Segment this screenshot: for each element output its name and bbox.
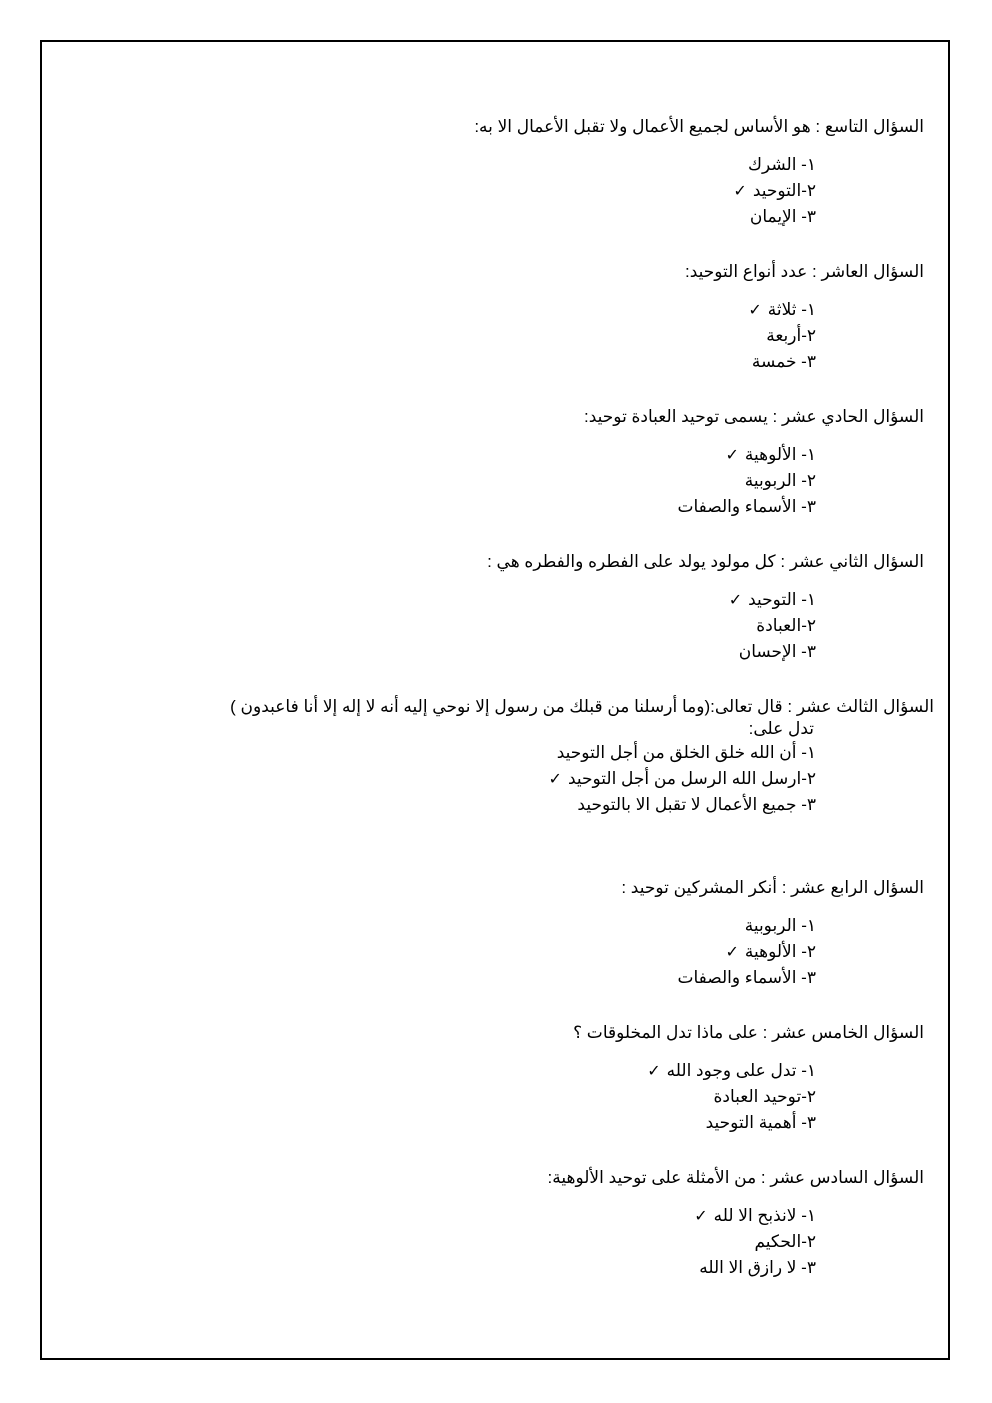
question-16: [548, 1167, 924, 1281]
option-1: ١- أن الله خلق الخلق من أجل التوحيد: [556, 743, 816, 762]
question-title: السؤال العاشر : عدد أنواع التوحيد:: [684, 262, 924, 281]
check-mark-icon: ✓: [725, 942, 739, 961]
check-mark-icon: ✓: [694, 1206, 708, 1225]
option-1-correct: ١- الألوهية✓: [584, 442, 816, 468]
option-2: ٢- الربوبية: [744, 471, 816, 490]
question-title: السؤال السادس عشر : من الأمثلة على توحيد الألوهية:: [547, 1168, 924, 1187]
question-title: السؤال الخامس عشر : على ماذا تدل المخلوقات ؟: [573, 1023, 924, 1042]
option-3: ٣- جميع الأعمال لا تقبل الا بالتوحيد: [577, 795, 816, 814]
question-title: السؤال الثاني عشر : كل مولود يولد على الفطره والفطره هي :: [487, 552, 924, 571]
check-mark-icon: ✓: [647, 1061, 661, 1080]
option-3: ٣- الإحسان: [738, 642, 816, 661]
check-mark-icon: ✓: [725, 445, 739, 464]
options-list: [573, 1058, 816, 1136]
option-1-correct: ١- لانذبح الا لله✓: [548, 1203, 816, 1229]
option-2: ٢-العبادة: [756, 616, 816, 635]
options-list: [230, 740, 816, 818]
options-list: [584, 442, 816, 520]
question-12: [487, 551, 924, 665]
question-title: السؤال الحادي عشر : يسمى توحيد العبادة توحيد:: [584, 407, 924, 426]
option-3: ٣- أهمية التوحيد: [705, 1113, 816, 1132]
options-list: [474, 152, 816, 230]
option-3: ٣- الإيمان: [749, 207, 816, 226]
question-title: السؤال الرابع عشر : أنكر المشركين توحيد :: [621, 878, 924, 897]
question-subtitle: تدل على:: [748, 719, 814, 738]
option-2-correct: ٢- الألوهية✓: [621, 939, 816, 965]
option-2: ٢-أربعة: [766, 326, 816, 345]
option-2-correct: ٢-التوحيد✓: [474, 178, 816, 204]
check-mark-icon: ✓: [748, 300, 762, 319]
check-mark-icon: ✓: [733, 181, 747, 200]
option-3: ٣- لا رازق الا الله: [699, 1258, 816, 1277]
option-1-correct: ١- تدل على وجود الله✓: [573, 1058, 816, 1084]
option-3: ٣- خمسة: [751, 352, 816, 371]
check-mark-icon: ✓: [728, 590, 743, 609]
question-15: [573, 1022, 924, 1136]
option-3: ٣- الأسماء والصفات: [677, 968, 816, 987]
option-1: ١- الشرك: [748, 155, 816, 174]
question-title: السؤال الثالث عشر : قال تعالى:(وما أرسلنا من قبلك من رسول إلا نوحي إليه أنه لا إله إلا أنا فاعبدون ): [230, 697, 934, 716]
option-2-correct: ٢-ارسل الله الرسل من أجل التوحيد✓: [230, 766, 816, 792]
check-mark-icon: ✓: [548, 769, 562, 788]
option-1-correct: ١- التوحيد✓: [487, 587, 816, 613]
options-list: [685, 297, 816, 375]
option-2: ٢-الحكيم: [754, 1232, 816, 1251]
options-list: [621, 913, 816, 991]
question-14: [621, 877, 924, 991]
options-list: [548, 1203, 816, 1281]
option-1-correct: ١- ثلاثة✓: [685, 297, 816, 323]
option-3: ٣- الأسماء والصفات: [677, 497, 816, 516]
options-list: [487, 587, 816, 665]
question-9: [474, 116, 924, 230]
question-10: [685, 261, 924, 375]
question-13: [230, 696, 934, 818]
option-1: ١- الربوبية: [744, 916, 816, 935]
question-title: السؤال التاسع : هو الأساس لجميع الأعمال ولا تقبل الأعمال الا به:: [474, 117, 924, 136]
question-11: [584, 406, 924, 520]
option-2: ٢-توحيد العبادة: [713, 1087, 816, 1106]
